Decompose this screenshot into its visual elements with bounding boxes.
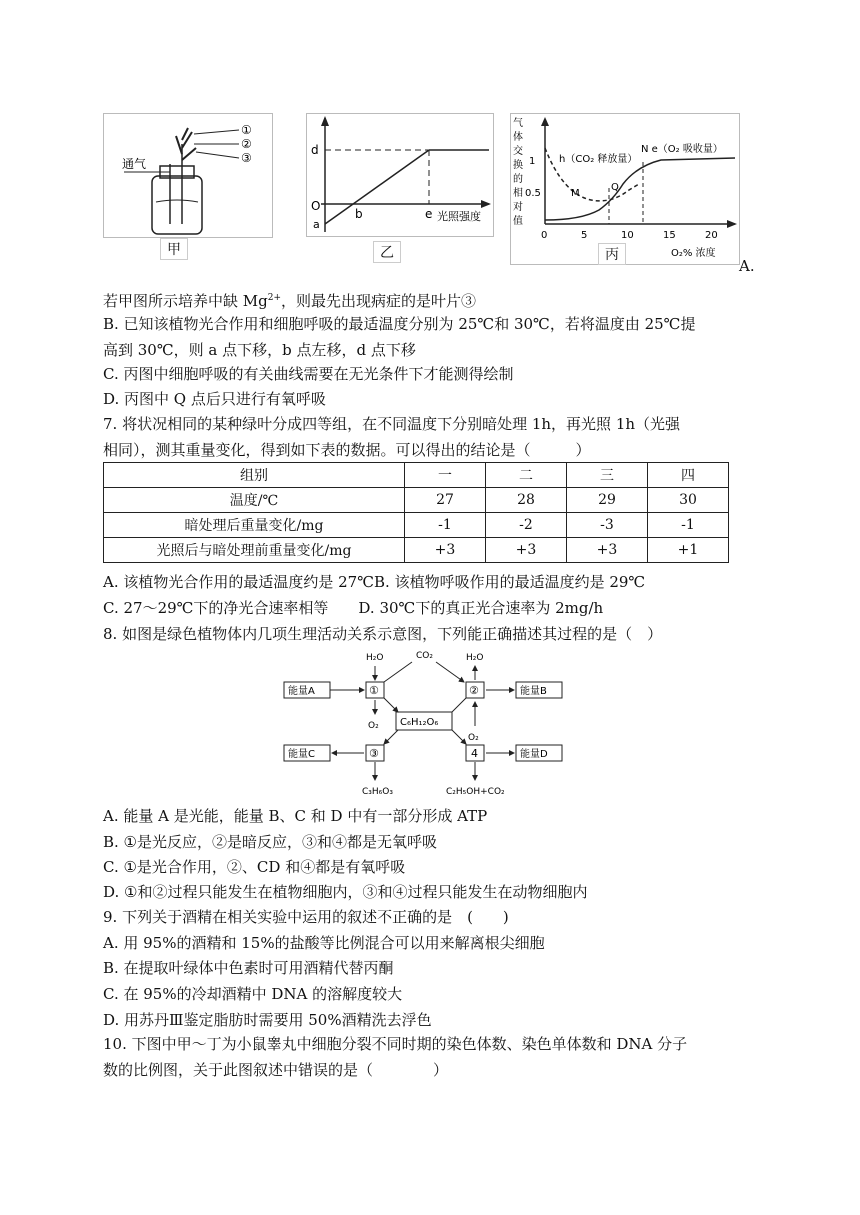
point-Q-label: Q — [611, 182, 619, 193]
q6-option-D: D. 丙图中 Q 点后只进行有氧呼吸 — [103, 390, 326, 408]
o2-label-2: O₂ — [468, 733, 479, 743]
table-cell: 29 — [567, 488, 648, 513]
table-cell: 光照后与暗处理前重量变化/mg — [104, 538, 405, 563]
table-cell: -3 — [567, 513, 648, 538]
q8-option-A: A. 能量 A 是光能，能量 B、C 和 D 中有一部分形成 ATP — [103, 807, 488, 825]
point-O-label: O — [311, 199, 321, 213]
table-row — [104, 513, 729, 538]
q7-stem-line2: 相同），测其重量变化，得到如下表的数据。可以得出的结论是（ ） — [103, 441, 591, 459]
x-tick-20: 20 — [705, 230, 718, 241]
table-cell: -2 — [486, 513, 567, 538]
figure-yi-label: 乙 — [373, 241, 401, 263]
table-cell: 温度/℃ — [104, 488, 405, 513]
q6-option-A-marker: A. — [739, 257, 755, 275]
q9-option-A: A. 用 95%的酒精和 15%的盐酸等比例混合可以用来解离根尖细胞 — [103, 934, 545, 952]
table-row — [104, 488, 729, 513]
curve-ne-label: N e（O₂ 吸收量） — [641, 144, 723, 155]
q7-data-table — [103, 462, 729, 563]
q7-stem-line1: 7. 将状况相同的某种绿叶分成四等组，在不同温度下分别暗处理 1h，再光照 1h（光强 — [103, 415, 681, 433]
point-b-label: b — [355, 207, 363, 221]
q7-options-AB: A. 该植物光合作用的最适温度约是 27℃B. 该植物呼吸作用的最适温度约是 29℃ — [103, 573, 646, 591]
table-cell: -1 — [648, 513, 729, 538]
inlet-label: 通气 — [122, 157, 147, 171]
q6-option-A-pre: 若甲图所示培养中缺 Mg — [103, 292, 268, 310]
figure-bing-label: 丙 — [598, 243, 626, 265]
node-1-label: ① — [369, 684, 379, 697]
y-axis-label-6: 相 — [513, 188, 523, 199]
q10-stem-line1: 10. 下图中甲～丁为小鼠睾丸中细胞分裂不同时期的染色体数、染色单体数和 DNA 分子 — [103, 1035, 688, 1053]
table-cell: 30 — [648, 488, 729, 513]
node-3-label: ③ — [369, 747, 379, 760]
x-tick-15: 15 — [663, 230, 676, 241]
y-axis-label-1: 气 — [513, 118, 523, 129]
figure-jia-label: 甲 — [160, 238, 188, 260]
table-cell: -1 — [405, 513, 486, 538]
curve-h-label: h（CO₂ 释放量） — [559, 154, 638, 165]
q8-option-C: C. ①是光合作用，②、CD 和④都是有氧呼吸 — [103, 858, 406, 876]
q9-stem: 9. 下列关于酒精在相关实验中运用的叙述不正确的是 ( ) — [103, 908, 509, 926]
figure-yi — [306, 113, 494, 237]
q10-stem-line2: 数的比例图，关于此图叙述中错误的是（ ） — [103, 1061, 449, 1079]
table-header-cell: 三 — [567, 463, 648, 488]
y-axis-label-4: 换 — [513, 160, 523, 171]
figure-jia — [103, 113, 273, 238]
figure-jia-drawing — [104, 114, 272, 237]
q7-options-CD: C. 27～29℃下的净光合速率相等 D. 30℃下的真正光合速率为 2mg/h — [103, 599, 604, 617]
table-cell: +3 — [405, 538, 486, 563]
lactic-acid-label: C₃H₆O₃ — [362, 787, 393, 797]
table-header-cell: 四 — [648, 463, 729, 488]
y-axis-label-5: 的 — [513, 174, 523, 185]
h2o-label-2: H₂O — [466, 653, 484, 663]
table-header-row — [104, 463, 729, 488]
q9-option-B: B. 在提取叶绿体中色素时可用酒精代替丙酮 — [103, 959, 394, 977]
point-a-label: a — [313, 218, 320, 231]
table-cell: 暗处理后重量变化/mg — [104, 513, 405, 538]
table-cell: +3 — [567, 538, 648, 563]
q8-process-diagram — [282, 642, 578, 798]
q8-option-D: D. ①和②过程只能发生在植物细胞内，③和④过程只能发生在动物细胞内 — [103, 883, 588, 901]
q8-stem: 8. 如图是绿色植物体内几项生理活动关系示意图，下列能正确描述其过程的是（ ） — [103, 625, 663, 643]
q6-option-A-post: ，则最先出现病症的是叶片③ — [281, 292, 477, 310]
x-axis-label: O₂% 浓度 — [671, 248, 716, 259]
energy-C-label: 能量C — [288, 749, 315, 760]
y-axis-label-8: 值 — [513, 216, 523, 227]
q8-option-B: B. ①是光反应，②是暗反应，③和④都是无氧呼吸 — [103, 833, 438, 851]
q6-option-C: C. 丙图中细胞呼吸的有关曲线需要在无光条件下才能测得绘制 — [103, 365, 514, 383]
figure-bing-drawing — [511, 114, 739, 264]
q6-option-B-line2: 高到 30℃，则 a 点下移，b 点左移，d 点下移 — [103, 341, 416, 359]
node-4-label: 4 — [471, 747, 478, 760]
energy-B-label: 能量B — [520, 686, 547, 697]
q9-option-C: C. 在 95%的冷却酒精中 DNA 的溶解度较大 — [103, 985, 403, 1003]
y-axis-label-3: 交 — [513, 146, 523, 157]
leaf-label-2: ② — [241, 137, 252, 151]
table-cell: +3 — [486, 538, 567, 563]
ethanol-label: C₂H₅OH+CO₂ — [446, 787, 505, 797]
leaf-label-1: ① — [241, 123, 252, 137]
q6-option-A-sup: 2+ — [267, 293, 282, 303]
table-cell: 28 — [486, 488, 567, 513]
q6-option-B-line1: B. 已知该植物光合作用和细胞呼吸的最适温度分别为 25℃和 30℃，若将温度由 25℃提 — [103, 315, 696, 333]
o2-label-1: O₂ — [368, 721, 379, 731]
table-row — [104, 538, 729, 563]
h2o-label-1: H₂O — [366, 653, 384, 663]
y-axis-label-7: 对 — [513, 202, 523, 213]
point-d-label: d — [311, 143, 319, 157]
energy-A-label: 能量A — [288, 686, 315, 697]
energy-D-label: 能量D — [520, 749, 548, 760]
table-header-cell: 组别 — [104, 463, 405, 488]
x-tick-10: 10 — [621, 230, 634, 241]
figure-yi-drawing — [307, 114, 493, 236]
x-axis-label: 光照强度 — [437, 210, 481, 223]
table-cell: 27 — [405, 488, 486, 513]
y-tick-1: 1 — [529, 156, 536, 167]
y-axis-label-2: 体 — [513, 132, 523, 143]
table-cell: +1 — [648, 538, 729, 563]
node-2-label: ② — [469, 684, 479, 697]
point-M-label: M — [571, 188, 580, 199]
glucose-label: C₆H₁₂O₆ — [400, 717, 439, 728]
x-tick-5: 5 — [581, 230, 588, 241]
x-tick-0: 0 — [541, 230, 548, 241]
co2-label: CO₂ — [416, 651, 433, 661]
table-header-cell: 二 — [486, 463, 567, 488]
leaf-label-3: ③ — [241, 151, 252, 165]
table-header-cell: 一 — [405, 463, 486, 488]
q9-option-D: D. 用苏丹Ⅲ鉴定脂肪时需要用 50%酒精洗去浮色 — [103, 1011, 432, 1029]
y-tick-05: 0.5 — [525, 188, 541, 199]
q6-option-A — [103, 288, 476, 311]
process-diagram-drawing — [282, 642, 578, 798]
point-e-label: e — [425, 207, 433, 221]
